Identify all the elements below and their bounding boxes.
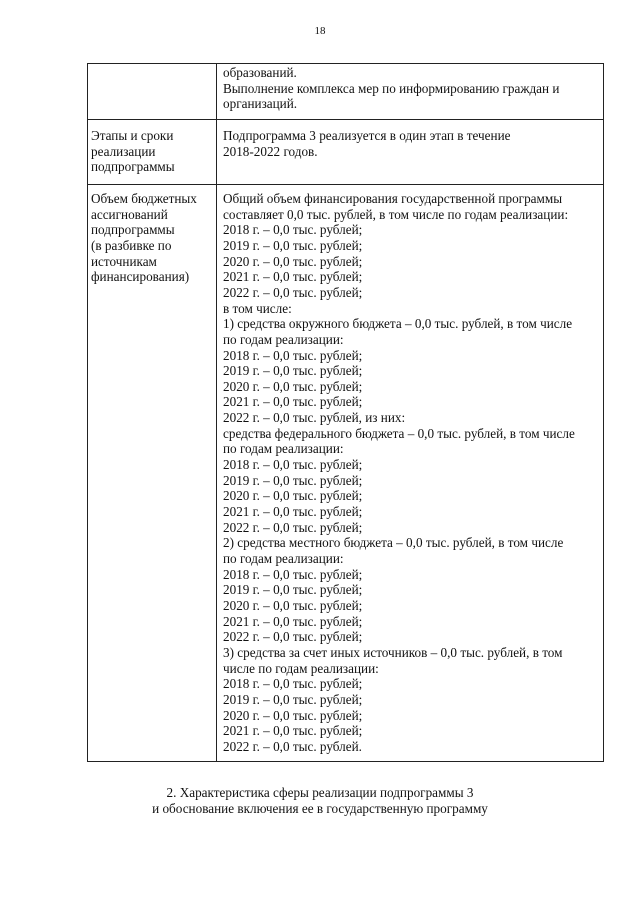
value-line: 2018 г. – 0,0 тыс. рублей; — [223, 347, 363, 363]
value-line: в том числе: — [223, 300, 292, 316]
value-line: 2018 г. – 0,0 тыс. рублей; — [223, 676, 363, 692]
value-line: 2018-2022 годов. — [223, 143, 318, 159]
value-line: 1) средства окружного бюджета – 0,0 тыс. рублей, в том числе — [223, 316, 573, 332]
value-line: составляет 0,0 тыс. рублей, в том числе по годам реализации: — [223, 206, 569, 222]
label-line: подпрограммы — [91, 159, 175, 175]
value-line: организаций. — [223, 96, 298, 112]
value-line: 2018 г. – 0,0 тыс. рублей; — [223, 566, 363, 582]
value-line: 3) средства за счет иных источников – 0,0 тыс. рублей, в том — [223, 644, 563, 660]
value-line: 2021 г. – 0,0 тыс. рублей; — [223, 723, 363, 739]
value-line: 2020 г. – 0,0 тыс. рублей; — [223, 488, 363, 504]
value-line: числе по годам реализации: — [223, 660, 379, 676]
section-heading-line: и обоснование включения ее в государственную программу — [152, 801, 488, 816]
value-line: 2022 г. – 0,0 тыс. рублей. — [223, 738, 362, 754]
value-line: 2020 г. – 0,0 тыс. рублей; — [223, 707, 363, 723]
value-line: 2022 г. – 0,0 тыс. рублей; — [223, 629, 363, 645]
value-line: 2022 г. – 0,0 тыс. рублей, из них: — [223, 410, 406, 426]
value-line: 2022 г. – 0,0 тыс. рублей; — [223, 284, 363, 300]
value-line: 2019 г. – 0,0 тыс. рублей; — [223, 237, 363, 253]
value-line: Подпрограмма 3 реализуется в один этап в течение — [223, 127, 511, 143]
value-line: Общий объем финансирования государственной программы — [223, 190, 563, 206]
table-cell-value-continuation — [217, 64, 604, 120]
table-row-funding — [88, 184, 604, 761]
value-line: 2021 г. – 0,0 тыс. рублей; — [223, 504, 363, 520]
value-line: 2022 г. – 0,0 тыс. рублей; — [223, 519, 363, 535]
label-line: финансирования) — [91, 269, 190, 285]
value-line: 2) средства местного бюджета – 0,0 тыс. рублей, в том числе — [223, 535, 564, 551]
table-cell-value-stages — [217, 119, 604, 184]
value-line: средства федерального бюджета – 0,0 тыс. рублей, в том числе — [223, 425, 575, 441]
value-line: 2020 г. – 0,0 тыс. рублей; — [223, 598, 363, 613]
section-heading — [0, 785, 640, 817]
table-cell-value-funding — [217, 184, 604, 761]
page-number: 18 — [314, 25, 326, 37]
table-row-continuation — [88, 64, 604, 120]
value-line: 2019 г. – 0,0 тыс. рублей; — [223, 472, 363, 488]
label-line: Объем бюджетных — [91, 190, 197, 206]
value-line: 2021 г. – 0,0 тыс. рублей; — [223, 394, 363, 410]
label-line: ассигнований — [91, 206, 168, 222]
value-line: по годам реализации: — [223, 551, 344, 567]
label-line: реализации — [91, 143, 156, 159]
table-cell-label-continuation — [88, 64, 217, 120]
value-line: 2019 г. – 0,0 тыс. рублей; — [223, 582, 363, 598]
table-cell-label-funding — [88, 184, 217, 761]
value-line: 2018 г. – 0,0 тыс. рублей; — [223, 222, 363, 238]
value-line: 2018 г. – 0,0 тыс. рублей; — [223, 457, 363, 473]
passport-table — [87, 63, 604, 762]
value-line: 2020 г. – 0,0 тыс. рублей; — [223, 378, 363, 394]
label-line: (в разбивке по — [91, 237, 172, 253]
value-line: 2019 г. – 0,0 тыс. рублей; — [223, 363, 363, 379]
value-line: по годам реализации: — [223, 441, 344, 457]
label-line: Этапы и сроки — [91, 127, 174, 143]
label-line: подпрограммы — [91, 222, 175, 238]
section-heading-line: 2. Характеристика сферы реализации подпрограммы 3 — [166, 785, 474, 800]
value-line: Выполнение комплекса мер по информированию граждан и — [223, 80, 560, 96]
value-line: 2020 г. – 0,0 тыс. рублей; — [223, 253, 363, 269]
label-line: источникам — [91, 253, 157, 269]
value-line: образований. — [223, 65, 297, 80]
value-line: 2019 г. – 0,0 тыс. рублей; — [223, 691, 363, 707]
value-line: 2021 г. – 0,0 тыс. рублей; — [223, 269, 363, 285]
table-cell-label-stages — [88, 119, 217, 184]
value-line: 2021 г. – 0,0 тыс. рублей; — [223, 613, 363, 629]
value-line: по годам реализации: — [223, 331, 344, 347]
table-row-stages — [88, 119, 604, 184]
